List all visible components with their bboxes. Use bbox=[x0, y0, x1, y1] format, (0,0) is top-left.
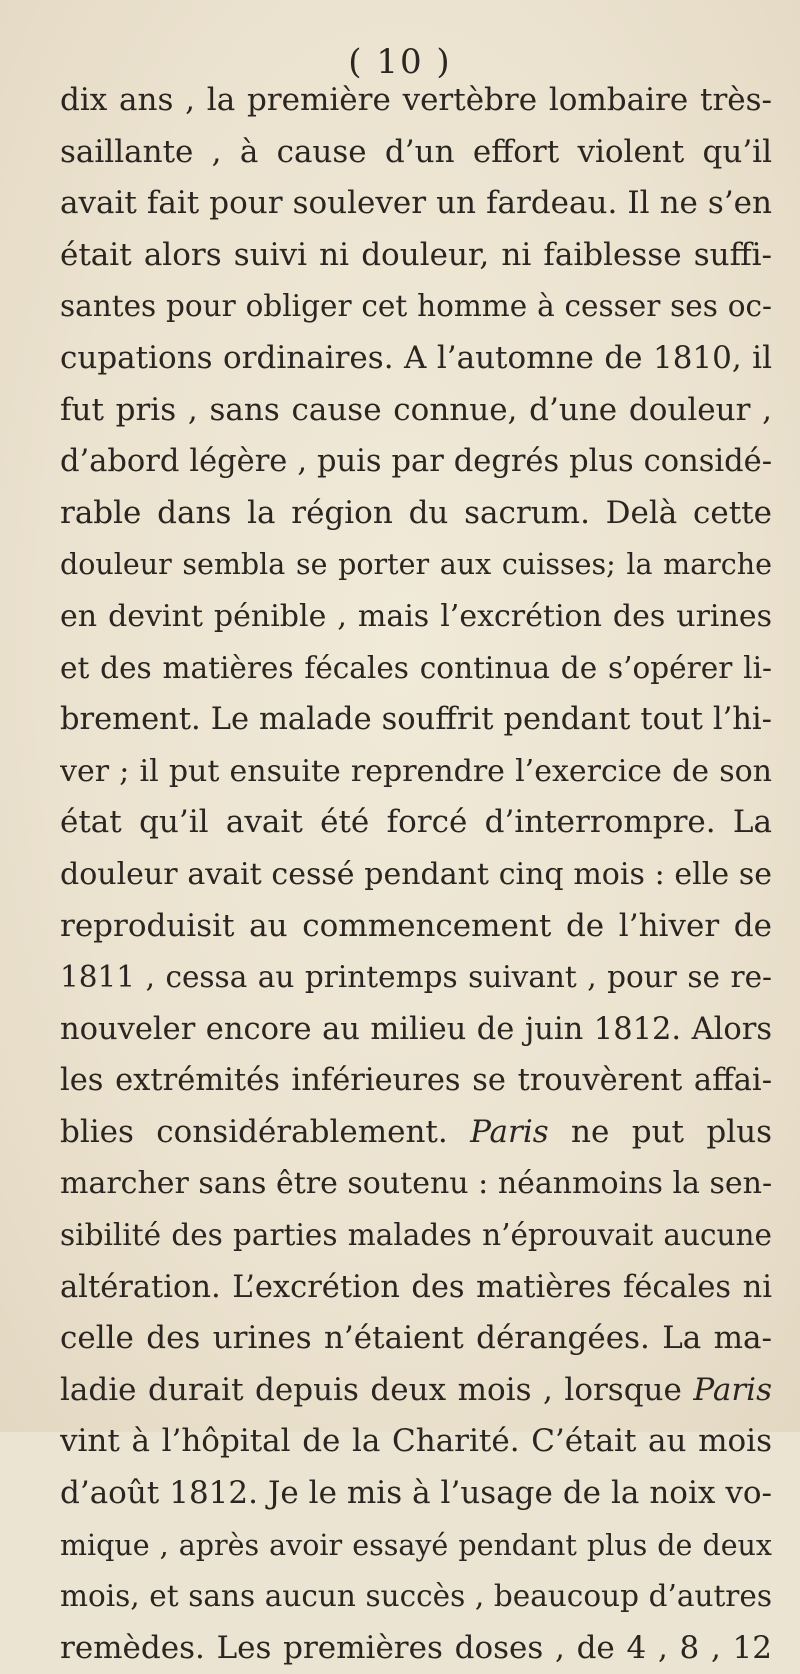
text-line: et des matières fécales continua de s’opérer li- bbox=[60, 650, 772, 685]
text-line: cupations ordinaires. A l’automne de 1810, il bbox=[60, 339, 772, 376]
text-line: rable dans la région du sacrum. Delà cette bbox=[60, 494, 772, 531]
text-line: altération. L’excrétion des matières fécales ni bbox=[60, 1269, 772, 1305]
text-line: les extrémités inférieures se trouvèrent affai- bbox=[60, 1063, 772, 1099]
text-line: marcher sans être soutenu : néanmoins la sen- bbox=[60, 1166, 772, 1202]
text-line: mique , après avoir essayé pendant plus de deux bbox=[60, 1528, 772, 1562]
body-text bbox=[60, 75, 772, 1674]
text-line: dix ans , la première vertèbre lombaire très- bbox=[60, 82, 772, 118]
patient-name: Paris bbox=[693, 1371, 772, 1408]
text-line: était alors suivi ni douleur, ni faiblesse suffi- bbox=[60, 236, 772, 273]
text-line: celle des urines n’étaient dérangées. La ma- bbox=[60, 1320, 772, 1357]
text-line: santes pour obliger cet homme à cesser ses oc- bbox=[60, 289, 772, 324]
text-line: mois, et sans aucun succès , beaucoup d’autres bbox=[60, 1579, 772, 1614]
text-line: avait fait pour soulever un fardeau. Il ne s’en bbox=[60, 185, 772, 222]
text-line: fut pris , sans cause connue, d’une douleur , bbox=[60, 391, 772, 428]
text-line: nouveler encore au milieu de juin 1812. Alors bbox=[60, 1011, 772, 1047]
text-line: 1811 , cessa au printemps suivant , pour se re- bbox=[60, 960, 772, 995]
text-line: remèdes. Les premières doses , de 4 , 8 , 12 bbox=[60, 1629, 772, 1666]
text-line: ladie durait depuis deux mois , lorsque Paris bbox=[60, 1371, 772, 1408]
text-line: douleur sembla se porter aux cuisses; la marche bbox=[60, 548, 772, 582]
text-line: reproduisit au commencement de l’hiver de bbox=[60, 907, 772, 944]
patient-name: Paris bbox=[470, 1113, 549, 1150]
text-line: en devint pénible , mais l’excrétion des urines bbox=[60, 598, 772, 634]
text-line: ver ; il put ensuite reprendre l’exercice de son bbox=[60, 753, 772, 789]
text-line: douleur avait cessé pendant cinq mois : elle se bbox=[60, 856, 772, 892]
text-line: brement. Le malade souffrit pendant tout l’hi- bbox=[60, 702, 772, 738]
text-line: d’août 1812. Je le mis à l’usage de la noix vo- bbox=[60, 1475, 772, 1512]
text-line: blies considérablement. Paris ne put plus bbox=[60, 1113, 772, 1150]
page-number: ( 10 ) bbox=[348, 42, 452, 82]
text-line: état qu’il avait été forcé d’interrompre. La bbox=[60, 804, 772, 841]
text-line: sibilité des parties malades n’éprouvait aucune bbox=[60, 1218, 772, 1253]
text-line: saillante , à cause d’un effort violent qu’il bbox=[60, 133, 772, 170]
text-line: vint à l’hôpital de la Charité. C’était au mois bbox=[60, 1423, 772, 1460]
text-line: d’abord légère , puis par degrés plus considé- bbox=[60, 444, 772, 480]
